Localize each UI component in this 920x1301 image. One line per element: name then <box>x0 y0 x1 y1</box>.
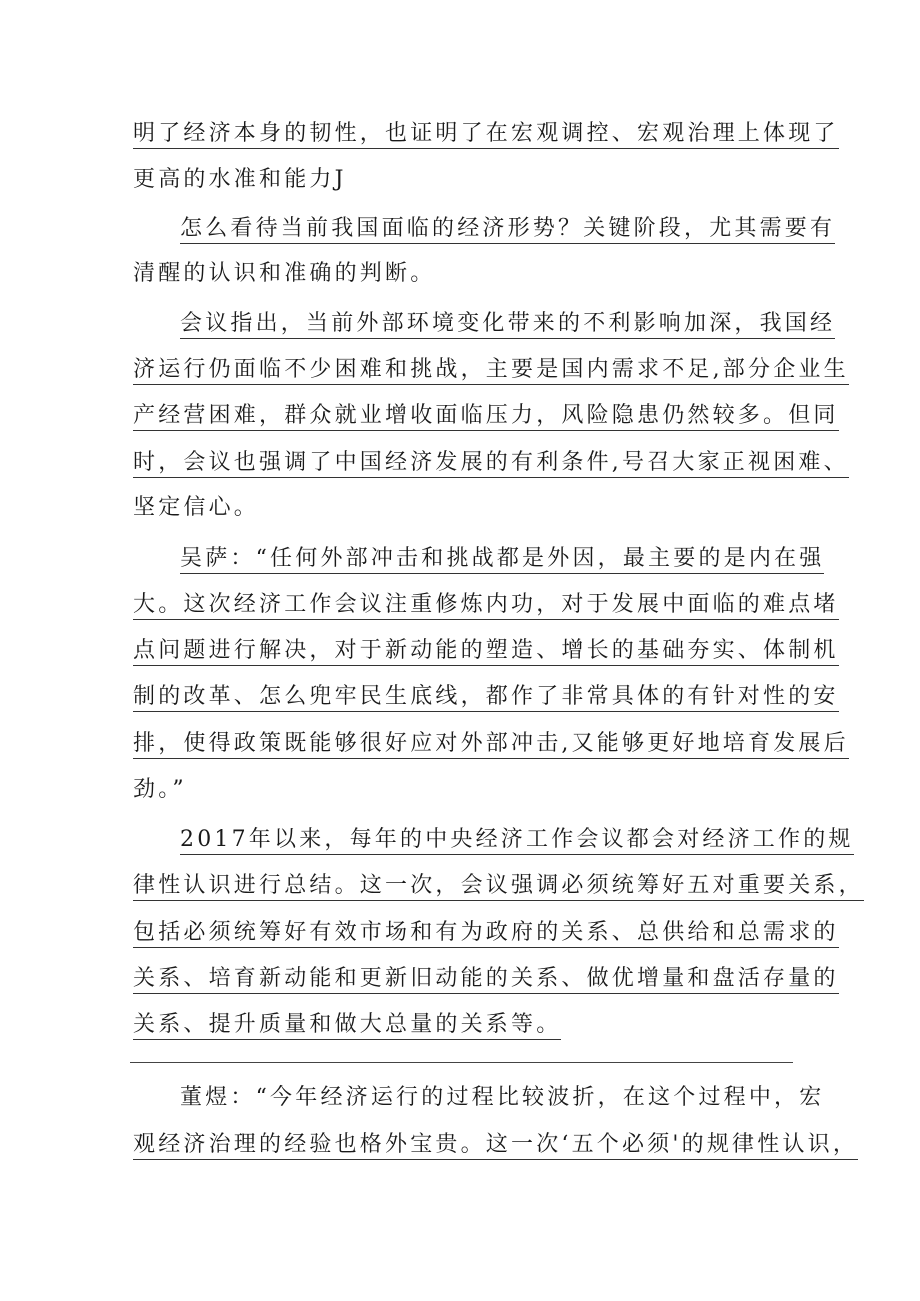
paragraph-line <box>133 916 839 954</box>
underlined-text: 时，会议也强调了中国经济发展的有利条件,号召大家正视困难、 <box>133 450 849 478</box>
underlined-text: 包括必须统筹好有效市场和有为政府的关系、总供给和总需求的 <box>133 920 839 948</box>
paragraph-line <box>180 823 854 861</box>
paragraph-line <box>133 163 347 201</box>
paragraph-line <box>180 212 835 250</box>
underlined-text: 吴萨：“任何外部冲击和挑战都是外因，最主要的是内在强 <box>180 546 824 574</box>
paragraph-line <box>133 491 259 529</box>
underlined-text: 观经济治理的经验也格外宝贵。这一次‘五个必须'的规律性认识， <box>133 1132 858 1160</box>
underlined-text: 制的改革、怎么兜牢民生底线，都作了非常具体的有针对性的安 <box>133 684 839 712</box>
underlined-text: 律性认识进行总结。这一次，会议强调必须统筹好五对重要关系， <box>133 873 864 901</box>
paragraph-line <box>133 680 839 718</box>
horizontal-rule <box>130 1062 793 1063</box>
underlined-text: 关系、提升质量和做大总量的关系等。 <box>133 1012 561 1040</box>
underlined-text: 产经营困难，群众就业增收面临压力，风险隐患仍然较多。但同 <box>133 403 839 431</box>
paragraph-line <box>133 773 187 811</box>
paragraph-line <box>180 542 824 580</box>
line-text: 劲。” <box>133 777 187 802</box>
underlined-text: 关系、培育新动能和更新旧动能的关系、做优增量和盘活存量的 <box>133 966 839 994</box>
paragraph-line <box>133 727 849 765</box>
underlined-text: 怎么看待当前我国面临的经济形势？关键阶段，尤其需要有 <box>180 216 835 244</box>
line-text: 董煜：“今年经济运行的过程比较波折，在这个过程中，宏 <box>180 1085 825 1110</box>
underlined-text: 明了经济本身的韧性，也证明了在宏观调控、宏观治理上体现了 <box>133 121 839 149</box>
paragraph-line <box>180 1081 824 1119</box>
paragraph-line <box>133 869 864 907</box>
paragraph-line <box>133 1128 858 1166</box>
underlined-text: 点问题进行解决，对于新动能的塑造、增长的基础夯实、体制机 <box>133 638 839 666</box>
paragraph-line <box>133 588 839 626</box>
paragraph-line <box>133 962 839 1000</box>
underlined-text: 会议指出，当前外部环境变化带来的不利影响加深，我国经 <box>180 311 835 339</box>
paragraph-line <box>133 446 849 484</box>
underlined-text: 济运行仍面临不少困难和挑战，主要是国内需求不足,部分企业生 <box>133 357 849 385</box>
line-text: 清醒的认识和准确的判断。 <box>133 261 436 286</box>
paragraph-line <box>133 399 839 437</box>
underlined-text: 大。这次经济工作会议注重修炼内功，对于发展中面临的难点堵 <box>133 592 839 620</box>
line-text: 更高的水准和能力J <box>133 167 347 192</box>
paragraph-line <box>180 307 835 345</box>
underlined-text: 2017年以来，每年的中央经济工作会议都会对经济工作的规 <box>180 827 854 855</box>
line-text: 坚定信心。 <box>133 495 260 520</box>
paragraph-line <box>133 1008 561 1046</box>
paragraph-line <box>133 117 839 155</box>
paragraph-line <box>133 634 839 672</box>
paragraph-line <box>133 257 435 295</box>
paragraph-line <box>133 353 849 391</box>
underlined-text: 排，使得政策既能够很好应对外部冲击,又能够更好地培育发展后 <box>133 731 849 759</box>
